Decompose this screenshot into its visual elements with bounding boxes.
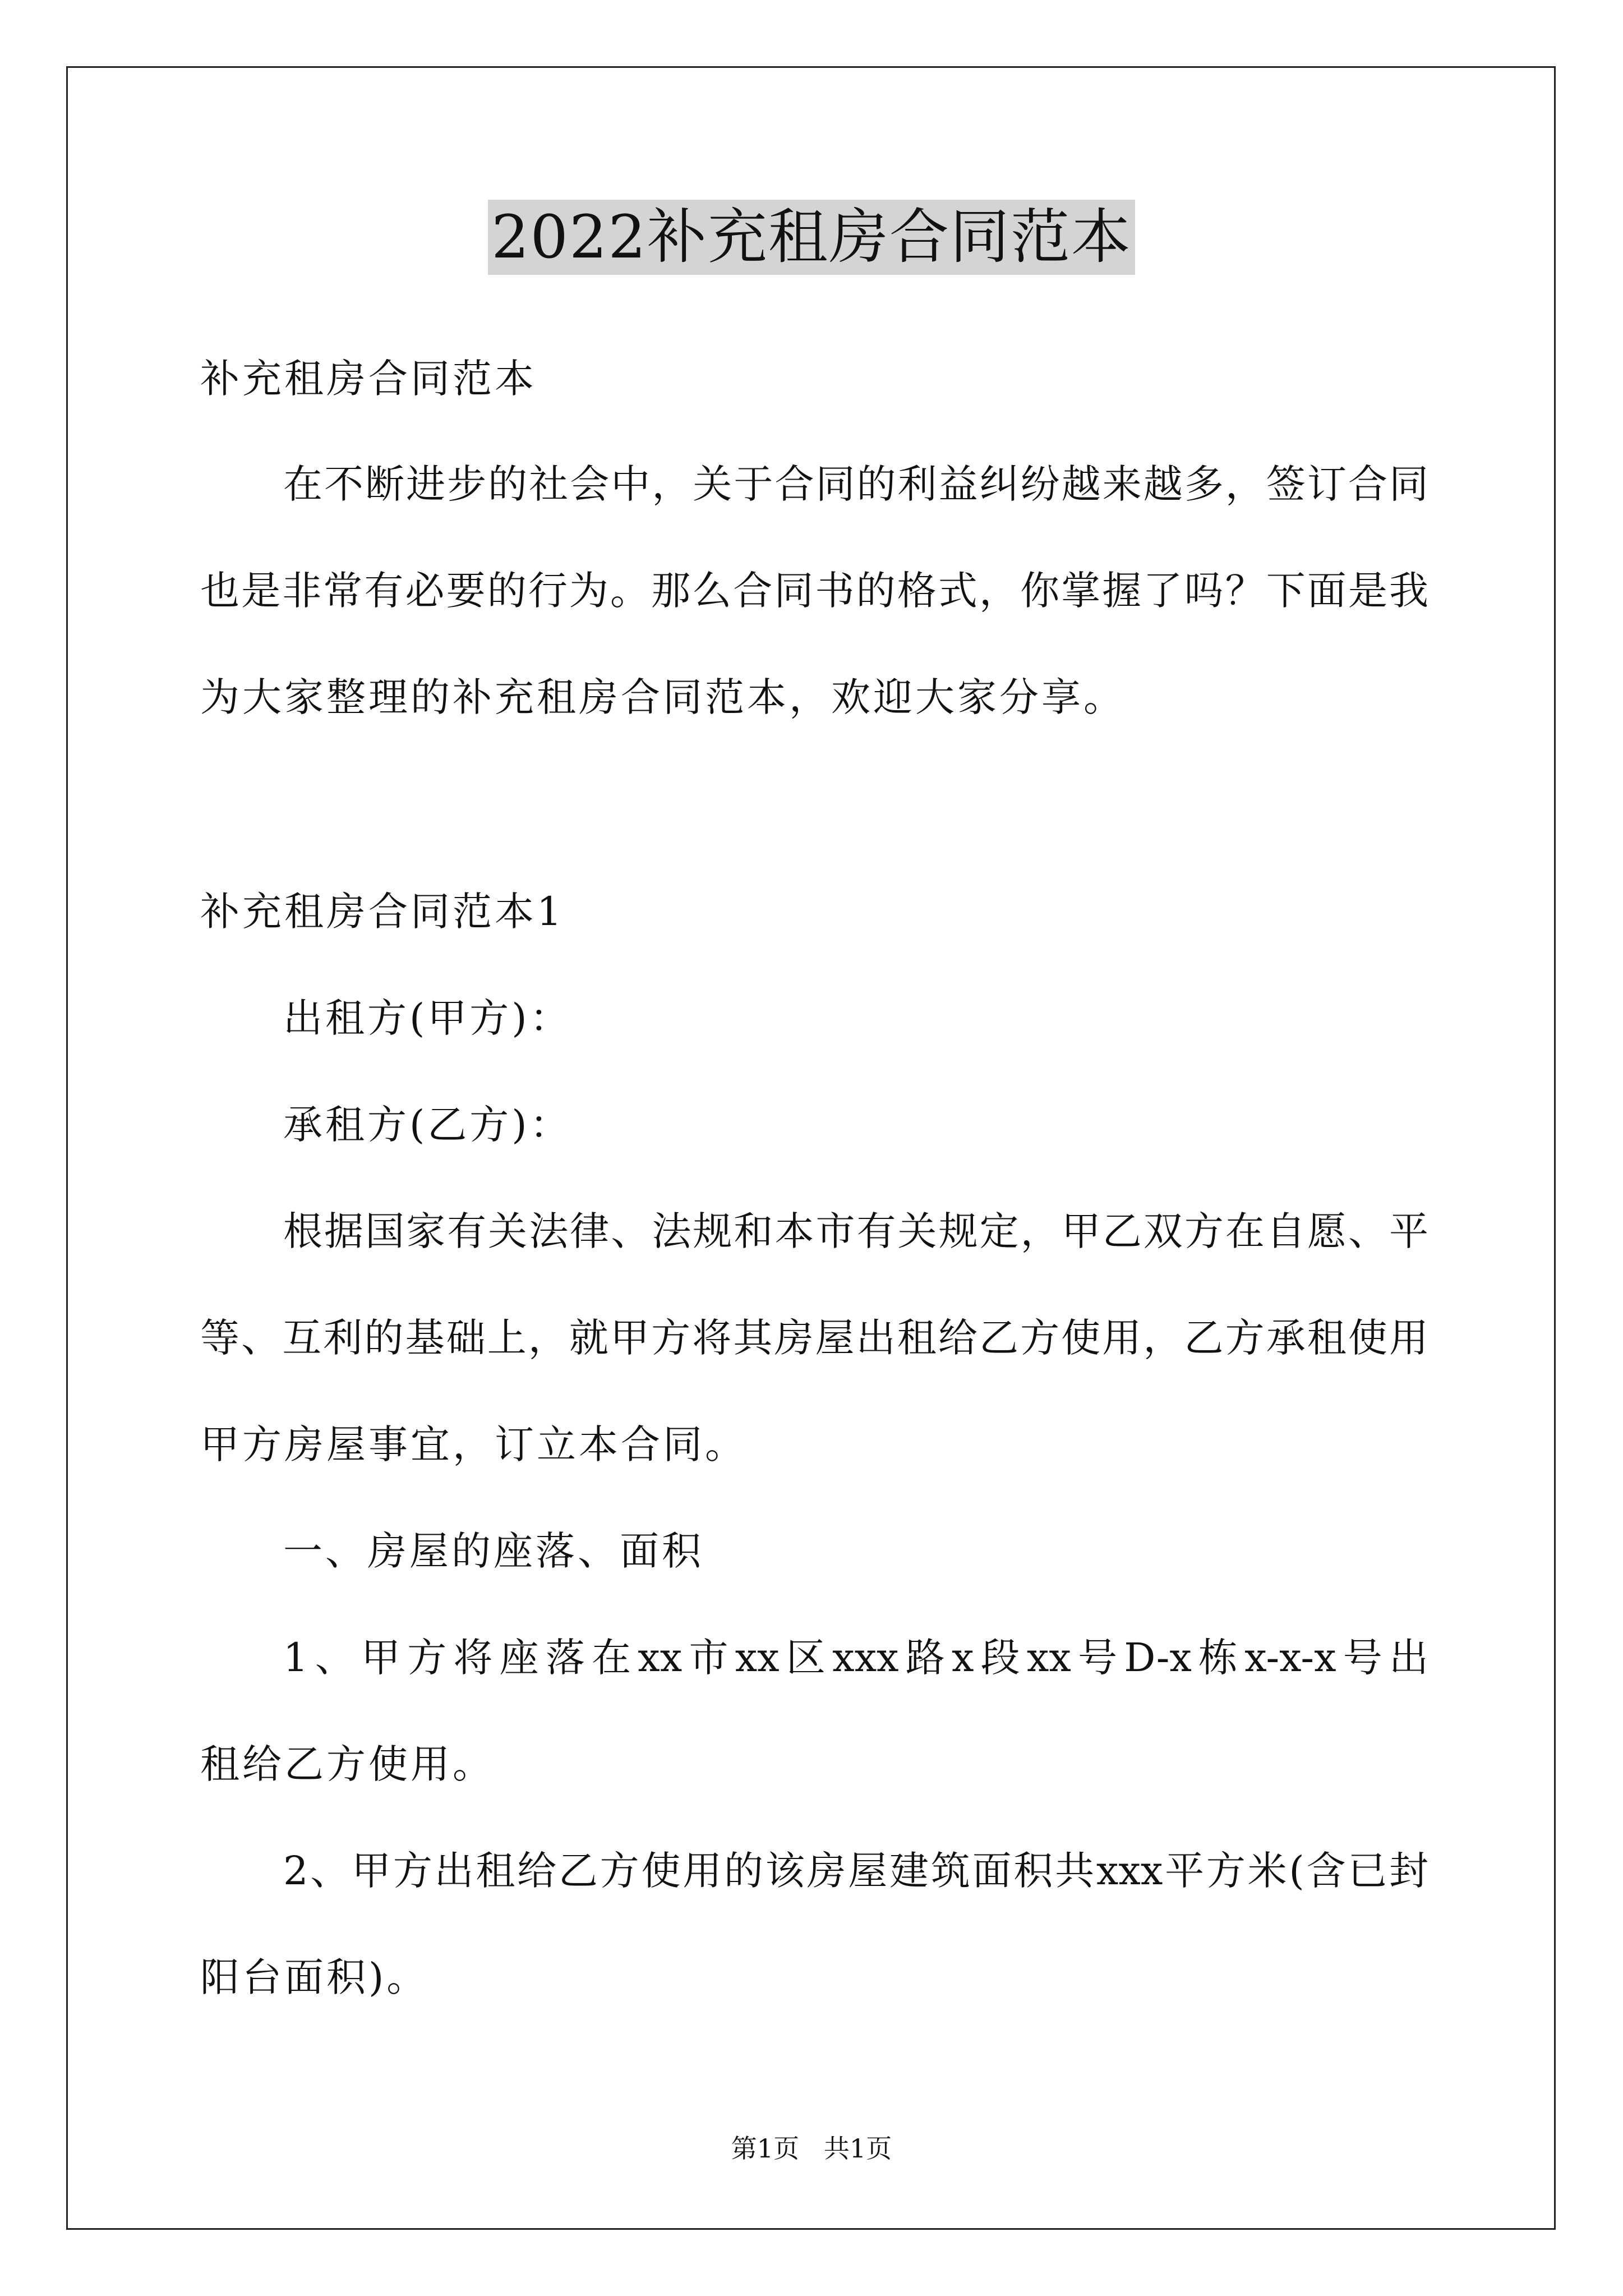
clause-1-item-1-line-1: 1、甲方将座落在xx市xx区xxx路x段xx号D-x栋x-x-x号出 xyxy=(283,1635,1428,1681)
section-heading: 补充租房合同范本1 xyxy=(200,889,565,935)
basis-paragraph-line-1: 根据国家有关法律、法规和本市有关规定，甲乙双方在自愿、平 xyxy=(283,1208,1428,1254)
page-footer: 第1页 共1页 xyxy=(731,2133,892,2164)
title-container xyxy=(0,200,1623,275)
clause-1-item-2-line-1: 2、甲方出租给乙方使用的该房屋建筑面积共xxx平方米(含已封 xyxy=(283,1848,1428,1894)
clause-1-item-1-line-2: 租给乙方使用。 xyxy=(200,1741,495,1787)
document-subtitle: 补充租房合同范本 xyxy=(200,356,537,402)
intro-paragraph-line-3: 为大家整理的补充租房合同范本，欢迎大家分享。 xyxy=(200,674,1126,720)
lessee-field: 承租方(乙方)： xyxy=(283,1102,572,1148)
clause-1-heading: 一、房屋的座落、面积 xyxy=(283,1528,704,1574)
intro-paragraph-line-2: 也是非常有必要的行为。那么合同书的格式，你掌握了吗？下面是我 xyxy=(200,568,1428,614)
lessor-field: 出租方(甲方)： xyxy=(283,995,572,1041)
intro-paragraph-line-1: 在不断进步的社会中，关于合同的利益纠纷越来越多，签订合同 xyxy=(283,461,1428,507)
basis-paragraph-line-3: 甲方房屋事宜，订立本合同。 xyxy=(200,1421,747,1467)
clause-1-item-2-line-2: 阳台面积)。 xyxy=(200,1954,429,2000)
basis-paragraph-line-2: 等、互利的基础上，就甲方将其房屋出租给乙方使用，乙方承租使用 xyxy=(200,1315,1428,1361)
document-title: 2022补充租房合同范本 xyxy=(488,200,1135,275)
